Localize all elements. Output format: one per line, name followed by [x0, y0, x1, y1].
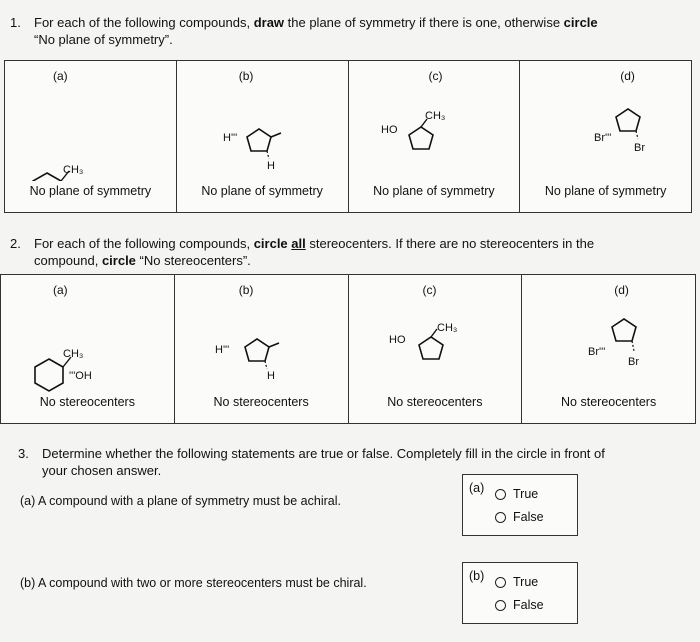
answer-tag: (b) [469, 569, 485, 583]
no-plane-option[interactable]: No plane of symmetry [201, 184, 323, 198]
methyl-label: CH₃ [424, 110, 445, 122]
no-stereocenters-option[interactable]: No stereocenters [213, 395, 309, 409]
hydroxyl-label: HO [380, 124, 397, 136]
hydrogen-label: H [266, 370, 275, 382]
cell-label: (a) [53, 283, 68, 297]
no-stereocenters-option[interactable]: No stereocenters [561, 395, 657, 409]
cyclohexane-structure [5, 61, 177, 181]
question-2: 2. For each of the following compounds, circle all stereocenters. If there are no stereocenters in the compound, circle “No stereocenters”. [10, 236, 595, 268]
cell-label: (a) [53, 69, 68, 83]
q1-cell-b [177, 61, 349, 212]
cyclopentane-structure [177, 61, 349, 181]
dibromocyclopentane-structure [522, 275, 696, 395]
hydrogen-label: H [266, 160, 275, 172]
hydroxyl-label: '''OH [69, 370, 92, 382]
answer-box-a [462, 474, 578, 536]
question-3: 3. Determine whether the following statements are true or false. Completely fill in the circle in front of your chosen answer. [18, 446, 605, 478]
no-plane-option[interactable]: No plane of symmetry [29, 184, 152, 198]
bromine-label: Br [628, 356, 640, 368]
methyl-label: CH₃ [436, 322, 457, 334]
option-true[interactable]: True [495, 487, 538, 501]
cell-label: (d) [620, 69, 635, 83]
question-1: 1. For each of the following compounds, draw the plane of symmetry if there is one, otherwise circle “No plane of symmetry”. [10, 15, 598, 47]
q2-cell-d [522, 275, 695, 423]
hydrogen-label: H''' [222, 132, 237, 144]
no-plane-option[interactable]: No plane of symmetry [544, 184, 667, 198]
cell-label: (d) [614, 283, 629, 297]
answer-box-b [462, 562, 578, 624]
no-plane-option[interactable]: No plane of symmetry [373, 184, 495, 198]
option-false[interactable]: False [495, 510, 544, 524]
bromine-label: Br [634, 142, 646, 154]
q2-cell-c [349, 275, 523, 423]
hydroxyl-label: HO [388, 334, 405, 346]
radio-circle-icon[interactable] [495, 577, 506, 588]
answer-tag: (a) [469, 481, 485, 495]
no-stereocenters-option[interactable]: No stereocenters [387, 395, 483, 409]
hydrogen-label: H''' [214, 344, 229, 356]
question-number: 1. [10, 15, 21, 30]
q2-cell-b [175, 275, 349, 423]
statement-b: (b) A compound with two or more stereocenters must be chiral. [20, 576, 367, 590]
q1-cell-a [5, 61, 177, 212]
statement-a: (a) A compound with a plane of symmetry must be achiral. [20, 494, 341, 508]
option-false[interactable]: False [495, 598, 544, 612]
q2-cell-a [1, 275, 175, 423]
option-true[interactable]: True [495, 575, 538, 589]
cell-label: (c) [428, 69, 443, 83]
methyl-label: CH₃ [63, 164, 84, 176]
cyclopentanol-structure [349, 61, 521, 181]
cell-label: (b) [238, 69, 254, 83]
question-number: 2. [10, 236, 21, 251]
dibromocyclopentane-structure [520, 61, 692, 181]
no-stereocenters-option[interactable]: No stereocenters [39, 395, 135, 409]
cyclopentanol-structure [349, 275, 523, 395]
methyl-label: CH₃ [63, 348, 84, 360]
q1-cell-d [520, 61, 691, 212]
q1-compound-table [4, 60, 692, 213]
bromine-label: Br''' [594, 132, 612, 144]
cyclopentane-structure [175, 275, 349, 395]
radio-circle-icon[interactable] [495, 489, 506, 500]
q2-compound-table [0, 274, 696, 424]
question-number: 3. [18, 446, 29, 461]
q1-cell-c [349, 61, 521, 212]
cell-label: (c) [422, 283, 437, 297]
radio-circle-icon[interactable] [495, 512, 506, 523]
bromine-label: Br''' [588, 346, 606, 358]
radio-circle-icon[interactable] [495, 600, 506, 611]
cell-label: (b) [238, 283, 254, 297]
cyclohexane-structure [1, 275, 175, 395]
